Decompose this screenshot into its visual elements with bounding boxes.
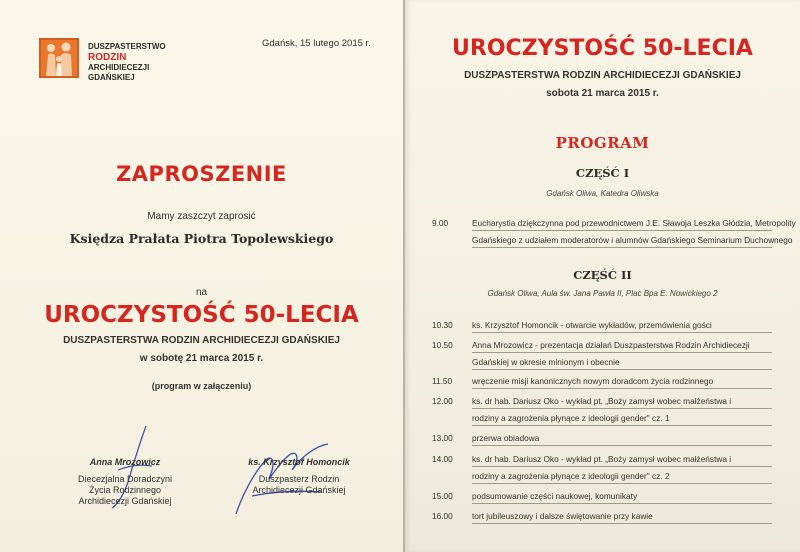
program-event-title: UROCZYSTOŚĆ 50-LECIA [452, 36, 753, 61]
schedule-description-line: Eucharystia dziękczynna pod przewodnictwem J.E. Sławoja Leszka Głódzia, Metropolity [472, 218, 796, 228]
org-line-4: GDAŃSKIEJ [88, 73, 135, 82]
schedule-rule [472, 388, 772, 389]
schedule-time: 16.00 [432, 511, 453, 521]
schedule-rule [472, 230, 772, 231]
signer-role: Archidiecezji Gdańskiej [252, 485, 346, 495]
schedule-description-line: wręczenie misji kanonicznych nowym doradcom życia rodzinnego [472, 376, 714, 386]
schedule-description-line: ks. Krzysztof Homoncik - otwarcie wykładów, przemówienia gości [472, 320, 712, 330]
preposition-na: na [195, 287, 208, 298]
org-line-3: ARCHIDIECEZJI [88, 63, 150, 72]
schedule-time: 9.00 [432, 218, 449, 228]
family-logo-icon [39, 38, 79, 78]
schedule-description-line: przerwa obiadowa [472, 433, 540, 443]
schedule-time: 12.00 [432, 396, 453, 406]
signer-role: Diecezjalna Doradczyni [77, 474, 173, 484]
schedule-rule [472, 332, 772, 333]
part-1-location: Gdańsk Oliwa, Katedra Oliwska [546, 189, 659, 198]
schedule-time: 13.00 [432, 433, 453, 443]
program-event-subtitle: DUSZPASTERSTWA RODZIN ARCHIDIECEZJI GDAŃSKIEJ [464, 70, 741, 81]
organization-name [88, 42, 166, 83]
invitation-date: Gdańsk, 15 lutego 2015 r. [262, 38, 371, 49]
program-heading: PROGRAM [555, 134, 650, 152]
invitation-title: ZAPROSZENIE [116, 162, 287, 186]
schedule-description-line: podsumowanie części naukowej, komunikaty [472, 491, 638, 501]
schedule-description-line: rodziny a zagrożenia płynące z ideologii gender" cz. 2 [472, 471, 670, 481]
event-date: w sobotę 21 marca 2015 r. [139, 353, 264, 364]
event-subtitle: DUSZPASTERSTWA RODZIN ARCHIDIECEZJI GDAŃSKIEJ [63, 335, 340, 346]
schedule-time: 15.00 [432, 491, 453, 501]
schedule-rule [472, 352, 772, 353]
schedule-rule [472, 466, 772, 467]
signer-name: Anna Mrozowicz [89, 457, 161, 467]
schedule-description-line: rodziny a zagrożenia płynące z ideologii gender" cz. 1 [472, 413, 670, 423]
org-line-1: DUSZPASTERSTWO [88, 42, 166, 51]
schedule-description [472, 393, 792, 427]
schedule-time: 10.30 [432, 320, 453, 330]
program-event-date: sobota 21 marca 2015 r. [546, 88, 659, 99]
guest-name: Księdza Prałata Piotra Topolewskiego [69, 231, 334, 246]
part-2-title: CZĘŚĆ II [573, 268, 632, 282]
schedule-description-line: Gdańskiego z udziałem moderatorów i alumnów Gdańskiego Seminarium Duchownego [472, 235, 793, 245]
signature-right [244, 457, 354, 496]
schedule-rule [472, 523, 772, 524]
part-2-location: Gdańsk Oliwa, Aula św. Jana Pawła II, Plac Bpa E. Nowickiego 2 [487, 289, 718, 298]
schedule-description [472, 215, 796, 249]
schedule-rule [472, 503, 772, 504]
signer-role: Życia Rodzinnego [88, 485, 162, 495]
org-line-2: RODZIN [88, 52, 127, 63]
schedule-rule [472, 483, 772, 484]
schedule-rule [472, 445, 772, 446]
schedule-rule [472, 247, 772, 248]
event-title: UROCZYSTOŚĆ 50-LECIA [44, 302, 359, 328]
honor-line: Mamy zaszczyt zaprosić [147, 211, 256, 222]
schedule-description-line: ks. dr hab. Dariusz Oko - wykład pt. „Boży zamysł wobec małżeństwa i [472, 454, 732, 464]
schedule-description-line: tort jubileuszowy i dalsze świętowanie przy kawie [472, 511, 653, 521]
schedule-description-line: Gdańskiej w okresie minionym i obecnie [472, 357, 620, 367]
signer-name: ks. Krzysztof Homoncik [248, 457, 350, 467]
program-note: (program w załączeniu) [151, 381, 252, 391]
part-1-title: CZĘŚĆ I [575, 166, 630, 180]
schedule-rule [472, 408, 772, 409]
signer-role: Duszpasterz Rodzin [258, 474, 340, 484]
signer-role: Archidiecezji Gdańskiej [78, 496, 172, 506]
schedule-description [472, 337, 792, 371]
schedule-description-line: ks. dr hab. Dariusz Oko - wykład pt. „Boży zamysł wobec małżeństwa i [472, 396, 732, 406]
schedule-time: 14.00 [432, 454, 453, 464]
schedule-time: 11.50 [432, 376, 453, 386]
schedule-description [472, 451, 792, 485]
signature-left [75, 457, 175, 507]
schedule-rule [472, 369, 772, 370]
schedule-description-line: Anna Mrozowicz - prezentacja działań Duszpasterstwa Rodzin Archidiecezji [472, 340, 750, 350]
schedule-rule [472, 425, 772, 426]
schedule-time: 10.50 [432, 340, 453, 350]
